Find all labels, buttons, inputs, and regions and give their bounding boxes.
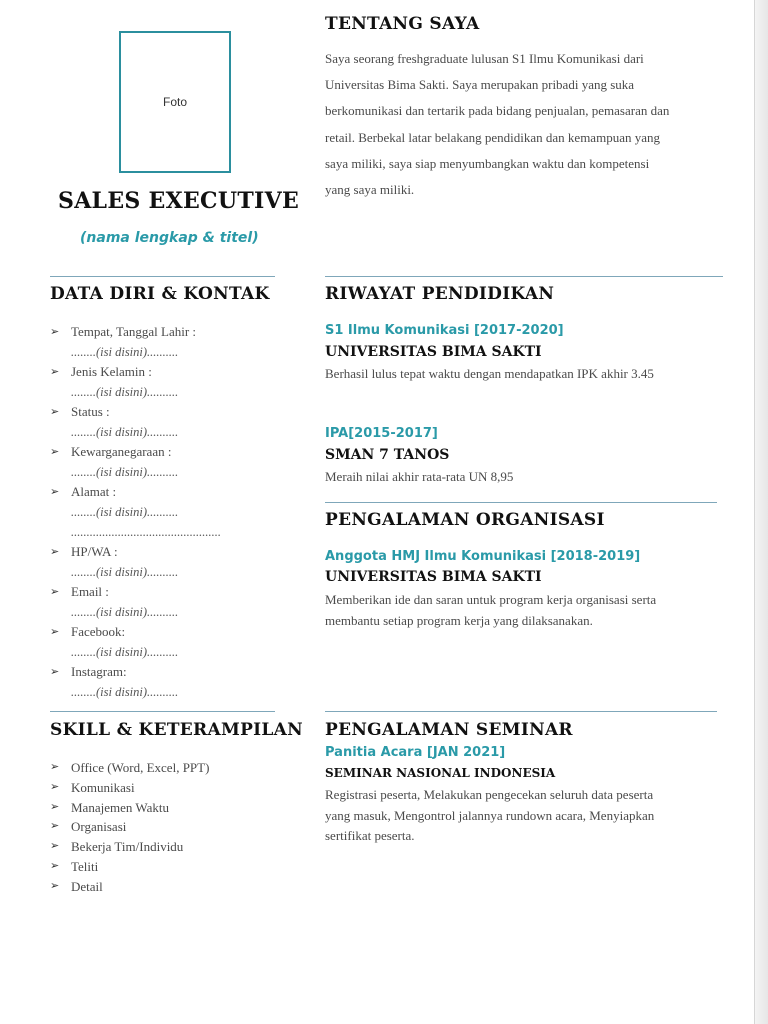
arrow-bullet-icon: ➢ — [50, 800, 60, 813]
arrow-bullet-icon: ➢ — [50, 446, 60, 458]
arrow-bullet-icon: ➢ — [50, 761, 60, 773]
education-heading: RIWAYAT PENDIDIKAN — [325, 284, 555, 304]
list-item: ➢ Instagram: ........(isi disini).......... — [50, 664, 179, 699]
list-item: ➢ Status : ........(isi disini).......... — [50, 404, 179, 439]
seminar-heading: PENGALAMAN SEMINAR — [325, 720, 573, 740]
arrow-bullet-icon: ➢ — [50, 879, 60, 892]
divider-left-2 — [50, 711, 275, 712]
list-item: ➢ Jenis Kelamin : ........(isi disini).......... — [50, 364, 179, 399]
seminar-institution: SEMINAR NASIONAL INDONESIA — [325, 766, 556, 780]
list-item: ➢ Manajemen Waktu — [50, 798, 290, 818]
list-item: ➢ Kewarganegaraan : ........(isi disini).......... — [50, 444, 179, 479]
list-item: ➢ Alamat : ........(isi disini).......... ................................................ — [50, 484, 221, 539]
arrow-bullet-icon: ➢ — [50, 406, 60, 418]
divider-right-3 — [325, 711, 717, 712]
list-item: ➢ Office (Word, Excel, PPT) — [50, 758, 290, 778]
organization-description: Memberikan ide dan saran untuk program kerja organisasi serta membantu setiap program kerja yang dilaksanakan. — [325, 592, 657, 628]
list-item: ➢ Email : ........(isi disini).......... — [50, 584, 179, 619]
arrow-bullet-icon: ➢ — [50, 586, 60, 598]
personal-list — [50, 322, 290, 702]
arrow-bullet-icon: ➢ — [50, 486, 60, 498]
arrow-bullet-icon: ➢ — [50, 820, 60, 833]
arrow-bullet-icon: ➢ — [50, 366, 60, 378]
arrow-bullet-icon: ➢ — [50, 546, 60, 558]
about-heading: TENTANG SAYA — [325, 14, 480, 34]
list-item: ➢ HP/WA : ........(isi disini).......... — [50, 544, 179, 579]
list-item: ➢ Tempat, Tanggal Lahir : ........(isi disini).......... — [50, 324, 197, 359]
list-item: ➢ Organisasi — [50, 817, 290, 837]
arrow-bullet-icon: ➢ — [50, 840, 60, 853]
skills-list — [50, 758, 290, 897]
role-title: SALES EXECUTIVE — [58, 188, 300, 214]
photo-label: Foto — [162, 95, 187, 109]
organization-title: Anggota HMJ Ilmu Komunikasi [2018-2019] — [325, 549, 641, 564]
photo-placeholder — [119, 31, 231, 173]
education-title: IPA[2015-2017] — [325, 426, 438, 441]
list-item: ➢ Komunikasi — [50, 778, 290, 798]
arrow-bullet-icon: ➢ — [50, 859, 60, 872]
arrow-bullet-icon: ➢ — [50, 666, 60, 678]
list-item: ➢ Teliti — [50, 857, 290, 877]
name-placeholder: (nama lengkap & titel) — [80, 230, 259, 246]
list-item: ➢ Bekerja Tim/Individu — [50, 837, 290, 857]
education-institution: UNIVERSITAS BIMA SAKTI — [325, 344, 542, 360]
organization-heading: PENGALAMAN ORGANISASI — [325, 510, 605, 530]
organization-institution: UNIVERSITAS BIMA SAKTI — [325, 569, 542, 585]
divider-right-2 — [325, 502, 717, 503]
arrow-bullet-icon: ➢ — [50, 326, 60, 338]
personal-heading: DATA DIRI & KONTAK — [50, 284, 270, 304]
education-description: Meraih nilai akhir rata-rata UN 8,95 — [325, 469, 514, 484]
page-edge — [754, 0, 768, 1024]
education-title: S1 Ilmu Komunikasi [2017-2020] — [325, 323, 564, 338]
divider-right-1 — [325, 276, 723, 277]
about-text: Saya seorang freshgraduate lulusan S1 Ilmu Komunikasi dari Universitas Bima Sakti. Saya merupakan pribadi yang suka berkomunikasi dan tertarik pada bidang penjualan, pemasaran dan retail. Berbekal latar belakang pendidikan dan kemampuan yang saya miliki, saya siap menyumbangkan waktu dan kompetensi yang saya miliki. — [325, 51, 670, 198]
seminar-title: Panitia Acara [JAN 2021] — [325, 745, 506, 760]
education-institution: SMAN 7 TANOS — [325, 447, 450, 463]
list-item: ➢ Facebook: ........(isi disini).......... — [50, 624, 179, 659]
divider-left-1 — [50, 276, 275, 277]
list-item: ➢ Detail — [50, 877, 290, 897]
skills-heading: SKILL & KETERAMPILAN — [50, 720, 303, 740]
arrow-bullet-icon: ➢ — [50, 626, 60, 638]
arrow-bullet-icon: ➢ — [50, 780, 60, 793]
seminar-description: Registrasi peserta, Melakukan pengecekan seluruh data peserta yang masuk, Mengontrol jalannya rundown acara, Menyiapkan sertifikat peserta. — [325, 787, 655, 843]
education-description: Berhasil lulus tepat waktu dengan mendapatkan IPK akhir 3.45 — [325, 366, 654, 381]
